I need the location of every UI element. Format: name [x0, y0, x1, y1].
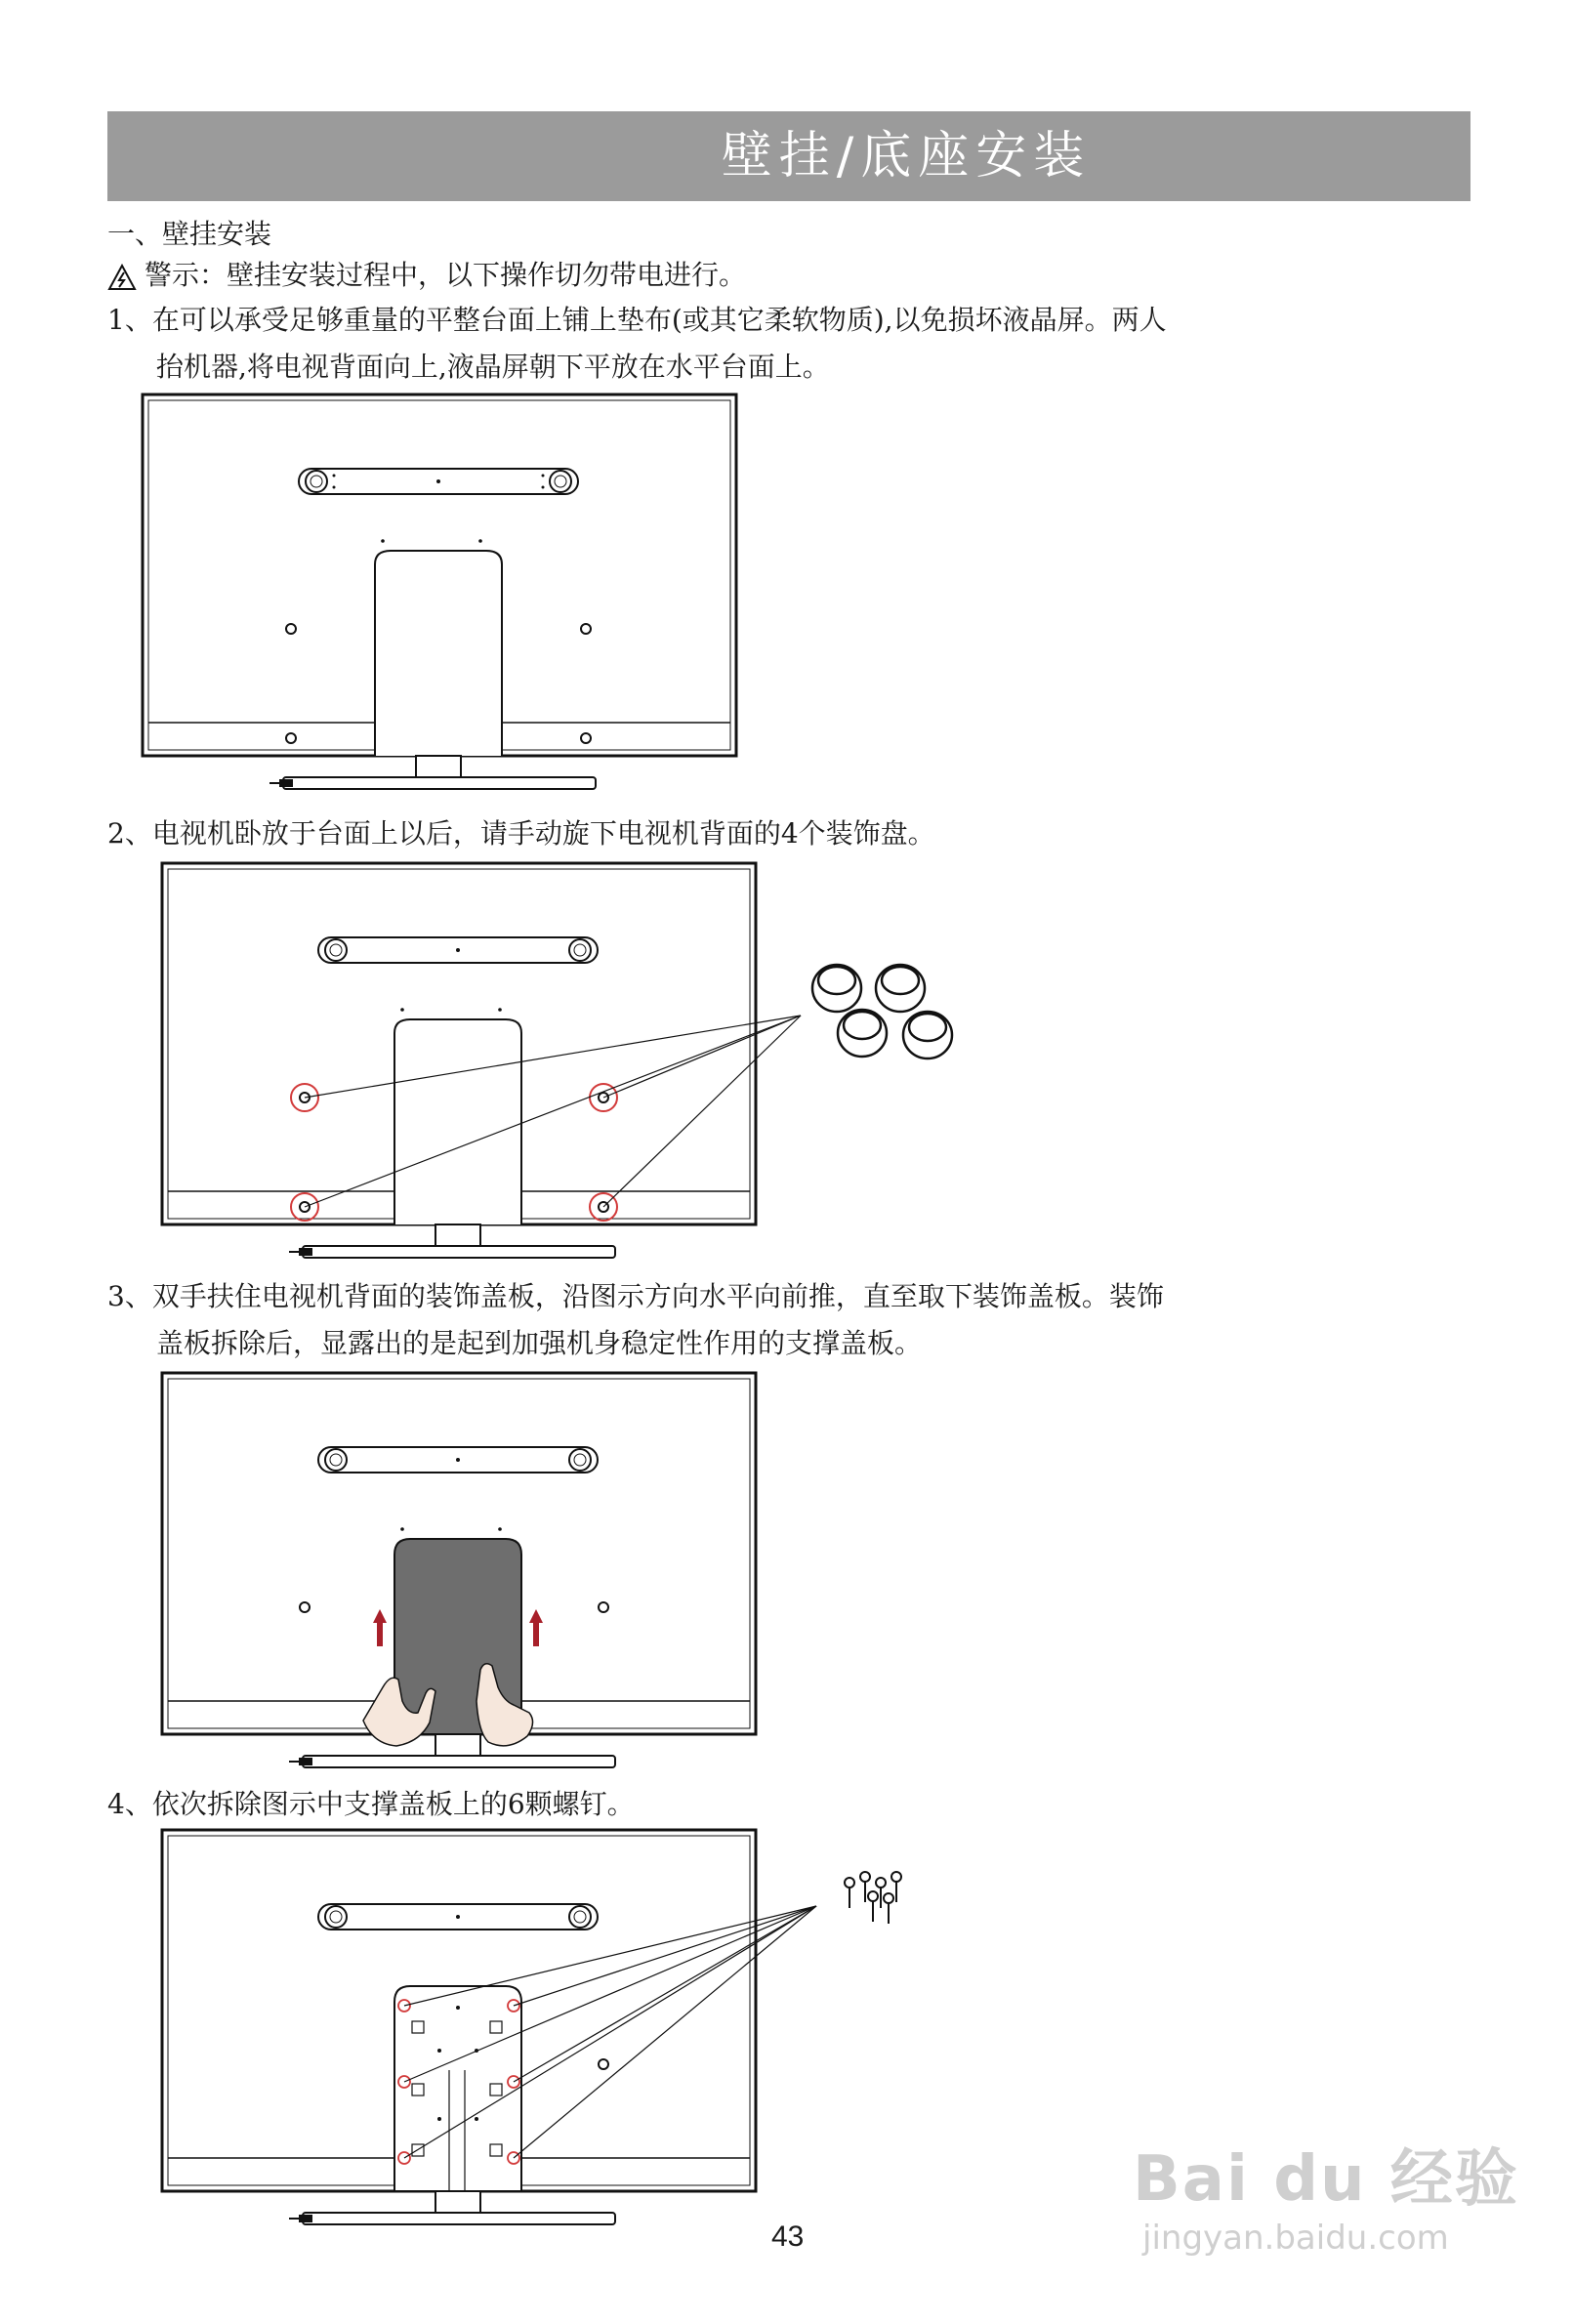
page-number: 43	[771, 2220, 805, 2253]
page-title: 壁挂/底座安装	[721, 127, 1092, 186]
decorative-discs	[812, 965, 952, 1058]
section-heading: 一、壁挂安装	[107, 218, 272, 250]
figure-4-remove-screws	[156, 1826, 937, 2236]
step-3-text-line2: 盖板拆除后，显露出的是起到加强机身稳定性作用的支撑盖板。	[156, 1327, 923, 1359]
watermark-logo: Bai du 经验	[1133, 2143, 1519, 2216]
figure-3-remove-cover	[156, 1369, 762, 1779]
step-2-text: 2、电视机卧放于台面上以后，请手动旋下电视机背面的4个装饰盘。	[107, 817, 935, 850]
watermark-url: jingyan.baidu.com	[1142, 2219, 1449, 2258]
title-banner	[107, 111, 1470, 201]
step-3-text-line1: 3、双手扶住电视机背面的装饰盖板，沿图示方向水平向前推，直至取下装饰盖板。装饰	[107, 1280, 1164, 1312]
figure-1-tv-back	[137, 391, 742, 801]
step-4-text: 4、依次拆除图示中支撑盖板上的6颗螺钉。	[107, 1788, 635, 1820]
step-1-text-line2: 抬机器,将电视背面向上,液晶屏朝下平放在水平台面上。	[156, 351, 830, 383]
step-1-text-line1: 1、在可以承受足够重量的平整台面上铺上垫布(或其它柔软物质),以免损坏液晶屏。两人	[107, 304, 1167, 336]
figure-2-remove-discs	[156, 859, 976, 1269]
screws-icon	[845, 1872, 901, 1924]
warning-text: 警示：壁挂安装过程中，以下操作切勿带电进行。	[145, 259, 747, 291]
warning-icon	[107, 264, 137, 291]
